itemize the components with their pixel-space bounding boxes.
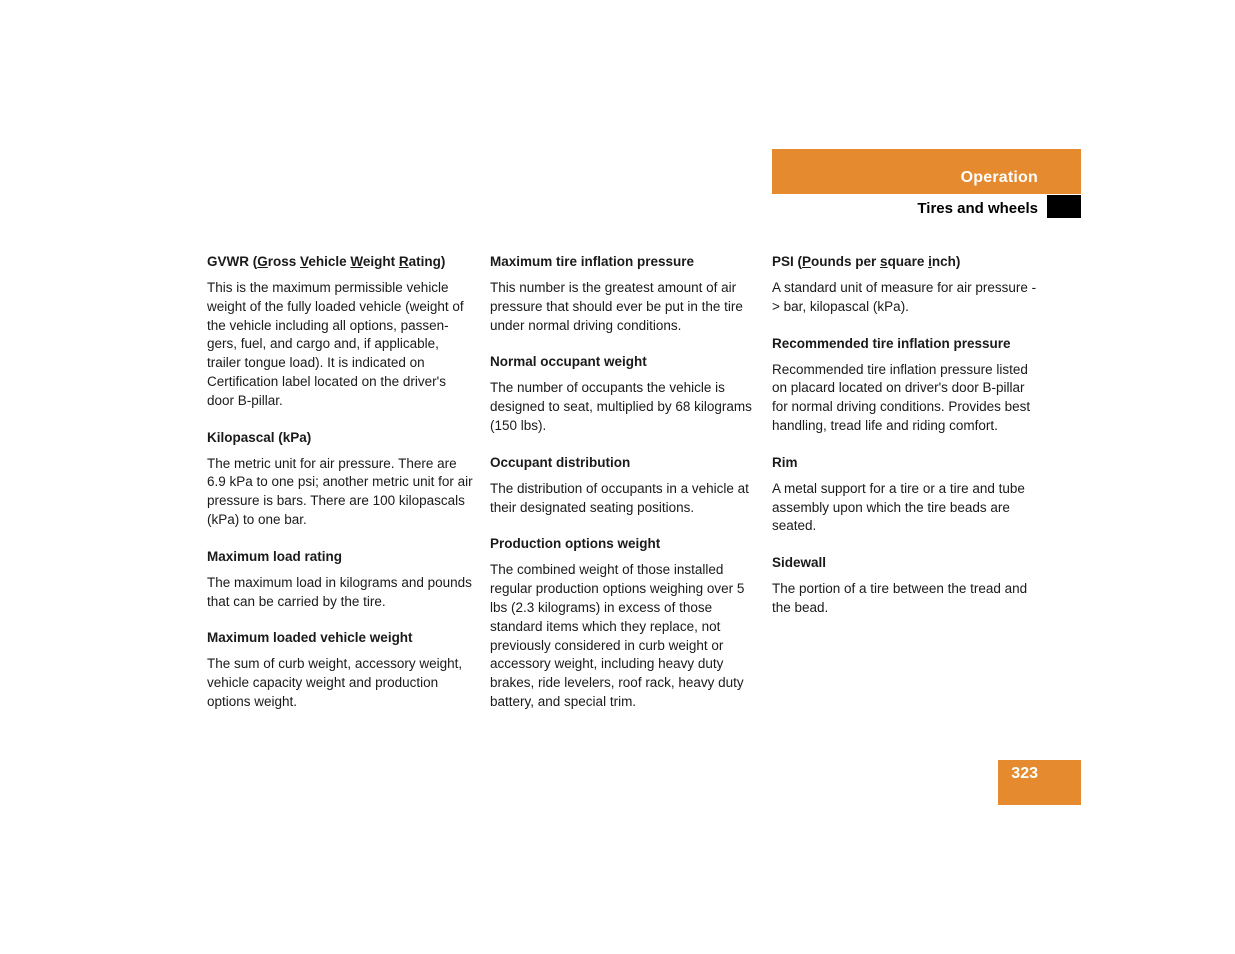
entry-text: The distribution of occupants in a vehicle at their designated seating positions. — [490, 480, 749, 515]
glossary-column-2 — [490, 253, 756, 730]
glossary-entry — [207, 253, 473, 411]
glossary-entry — [490, 353, 756, 435]
glossary-column-3 — [772, 253, 1038, 636]
entry-text: A standard unit of measure for air pressure -> bar, kilopascal (kPa). — [772, 280, 1037, 314]
entry-title: Rim — [772, 454, 798, 470]
entry-title: PSI (Pounds per square inch) — [772, 254, 961, 269]
entry-title: GVWR (Gross Vehicle Weight Rating) — [207, 254, 446, 269]
entry-text: This number is the greatest amount of air pressure that should ever be put in the tire under normal driving conditions. — [490, 280, 743, 333]
glossary-entry — [772, 554, 1038, 618]
entry-text: The portion of a tire between the tread and the bead. — [772, 581, 1028, 615]
glossary-entry — [490, 253, 756, 335]
glossary-entry — [490, 535, 756, 711]
subsection-title: Tires and wheels — [917, 200, 1038, 217]
entry-text: The sum of curb weight, accessory weight, vehicle capacity weight and production options weight. — [207, 656, 463, 709]
section-title: Operation — [960, 169, 1038, 186]
entry-title: Production options weight — [490, 536, 661, 552]
glossary-entry — [490, 454, 756, 518]
entry-title: Normal occupant weight — [490, 354, 647, 370]
entry-text: A metal support for a tire or a tire and tube assembly upon which the tire beads are seated. — [772, 480, 1025, 534]
entry-text: This is the maximum permissible vehicle weight of the fully loaded vehicle (weight of the vehicle including all options, passen-gers, fuel, and cargo and, if applicable, trailer tongue load). It is indicated on Certification label located on the driver's door B-pillar. — [207, 280, 464, 408]
entry-title: Sidewall — [772, 555, 827, 571]
entry-text: The number of occupants the vehicle is designed to seat, multiplied by 68 kilograms (150 lbs). — [490, 380, 752, 433]
entry-text: The maximum load in kilograms and pounds that can be carried by the tire. — [207, 574, 472, 609]
glossary-column-1 — [207, 253, 473, 730]
thumb-index-tab — [1047, 195, 1081, 218]
entry-title: Maximum tire inflation pressure — [490, 254, 695, 269]
entry-text: The combined weight of those installed regular production options weighing over 5 lbs (2.3 kilograms) in excess of those standard items which they replace, not previously considered in curb weight or accessory weight, including heavy duty brakes, ride levelers, roof rack, heavy duty battery, and special trim. — [490, 562, 745, 709]
glossary-entry — [772, 335, 1038, 436]
glossary-entry — [772, 253, 1038, 317]
glossary-entry — [207, 429, 473, 530]
glossary-entry — [207, 548, 473, 612]
entry-title: Kilopascal (kPa) — [207, 429, 312, 445]
entry-title: Maximum loaded vehicle weight — [207, 630, 413, 646]
glossary-entry — [772, 454, 1038, 536]
entry-title: Recommended tire inflation pressure — [772, 335, 1011, 351]
entry-text: Recommended tire inflation pressure listed on placard located on driver's door B-pillar for normal driving conditions. Provides best handling, tread life and riding comfort. — [772, 361, 1031, 433]
entry-title: Occupant distribution — [490, 454, 631, 470]
entry-title: Maximum load rating — [207, 548, 343, 564]
entry-text: The metric unit for air pressure. There are 6.9 kPa to one psi; another metric unit for air pressure is bars. There are 100 kilopascals (kPa) to one bar. — [207, 455, 473, 527]
glossary-entry — [207, 629, 473, 711]
page-number: 323 — [1011, 765, 1038, 782]
